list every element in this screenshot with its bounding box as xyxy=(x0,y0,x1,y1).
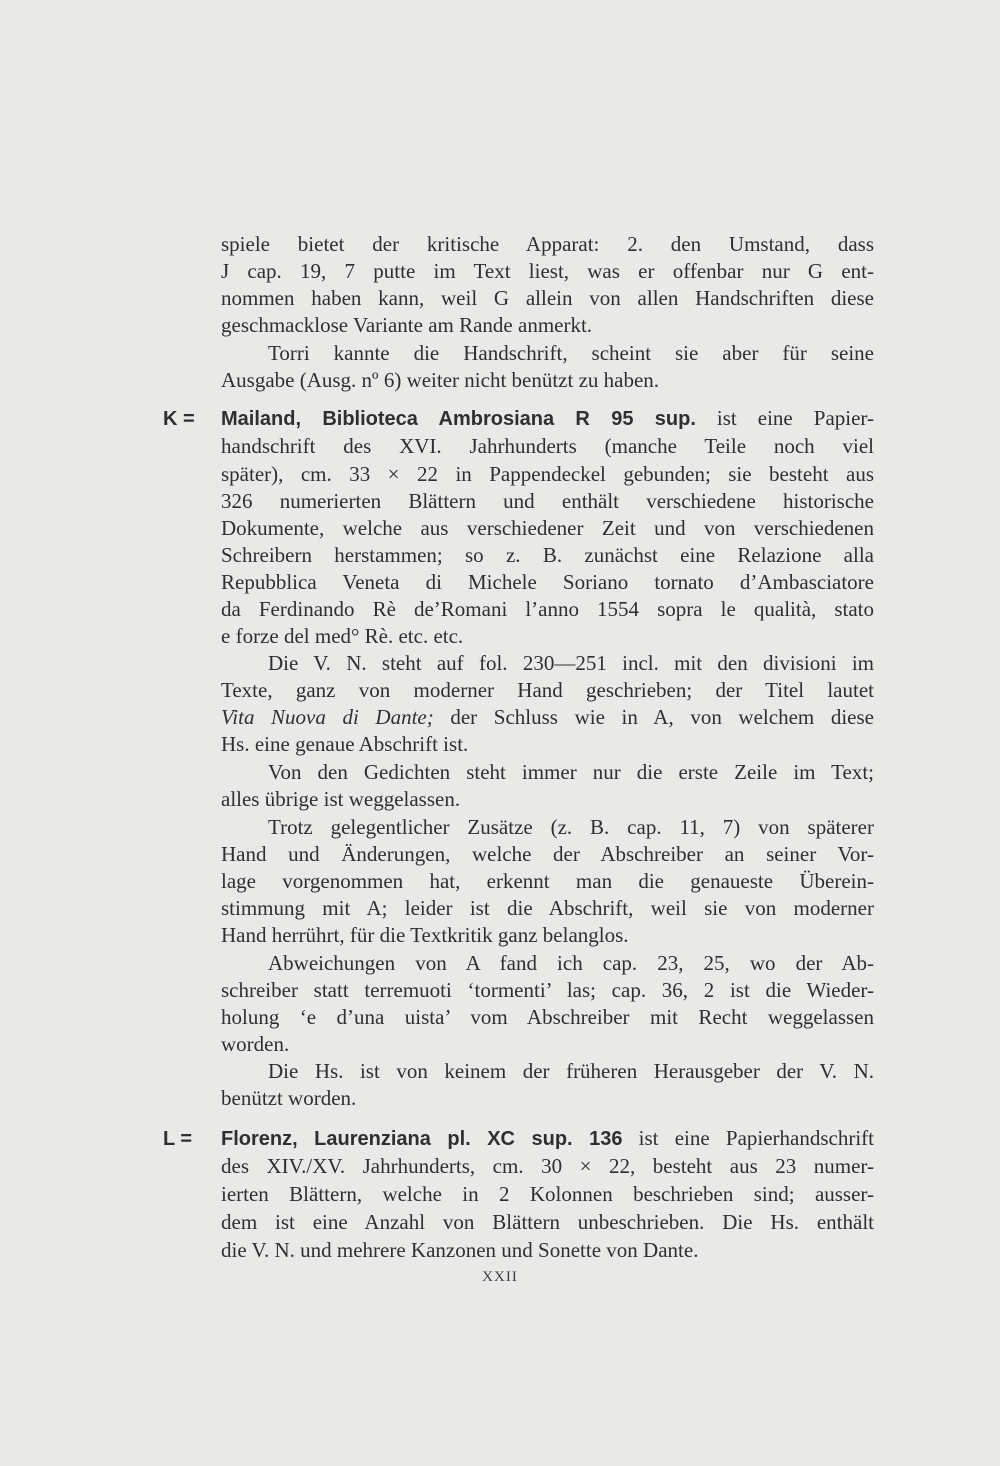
text-line: benützt worden. xyxy=(221,1086,357,1110)
text-line: dem ist eine Anzahl von Blättern unbeschrieben. Die Hs. enthält xyxy=(221,1210,874,1234)
text-line: Repubblica Veneta di Michele Soriano tornato d’Ambasciatore xyxy=(221,570,874,594)
text-line: alles übrige ist weggelassen. xyxy=(221,787,461,811)
text-line: Abweichungen von A fand ich cap. 23, 25, wo der Ab- xyxy=(268,951,874,975)
text-line: Die V. N. steht auf fol. 230—251 incl. mit den divisioni im xyxy=(268,651,874,675)
text-line: Ausgabe (Ausg. nº 6) weiter nicht benützt zu haben. xyxy=(221,368,660,392)
text-line: e forze del med° Rè. etc. etc. xyxy=(221,624,464,648)
text-span: ist eine Papier- xyxy=(695,406,874,430)
text-line: worden. xyxy=(221,1032,290,1056)
text-line: Von den Gedichten steht immer nur die erste Zeile im Text; xyxy=(268,760,874,784)
entry-l-title: Florenz, Laurenziana pl. XC sup. 136 xyxy=(221,1128,623,1150)
text-line: Texte, ganz von moderner Hand geschrieben; der Titel lautet xyxy=(221,678,874,702)
text-span: ist eine Papierhandschrift xyxy=(622,1126,875,1150)
entry-k-title: Mailand, Biblioteca Ambrosiana R 95 sup. xyxy=(221,408,696,430)
italic-title: Vita Nuova di Dante; xyxy=(221,705,434,729)
text-line: Schreibern herstammen; so z. B. zunächst eine Relazione alla xyxy=(221,543,874,567)
text-line: die V. N. und mehrere Kanzonen und Sonette von Dante. xyxy=(221,1238,699,1262)
text-line xyxy=(221,704,874,730)
entry-k-heading xyxy=(221,405,874,431)
text-line: Hs. eine genaue Abschrift ist. xyxy=(221,732,469,756)
page-number: XXII xyxy=(482,1269,518,1285)
text-line: nommen haben kann, weil G allein von allen Handschriften diese xyxy=(221,286,874,310)
text-line: 326 numerierten Blättern und enthält verschiedene historische xyxy=(221,489,874,513)
text-line: des XIV./XV. Jahrhunderts, cm. 30 × 22, besteht aus 23 numer- xyxy=(221,1154,874,1178)
text-line: ierten Blättern, welche in 2 Kolonnen beschrieben sind; ausser- xyxy=(221,1182,874,1206)
text-line: stimmung mit A; leider ist die Abschrift, weil sie von moderner xyxy=(221,896,874,920)
text-span: der Schluss wie in A, von welchem diese xyxy=(433,705,874,729)
text-line: Torri kannte die Handschrift, scheint sie aber für seine xyxy=(268,341,874,365)
text-line: J cap. 19, 7 putte im Text liest, was er offenbar nur G ent- xyxy=(221,259,874,283)
text-line: da Ferdinando Rè de’Romani l’anno 1554 sopra le qualità, stato xyxy=(221,597,874,621)
siglum-l: L = xyxy=(163,1128,193,1150)
text-line: Hand herrührt, für die Textkritik ganz belanglos. xyxy=(221,923,629,947)
text-line: Hand und Änderungen, welche der Abschreiber an seiner Vor- xyxy=(221,842,874,866)
text-line: handschrift des XVI. Jahrhunderts (manche Teile noch viel xyxy=(221,434,874,458)
text-line: schreiber statt terremuoti ‘tormenti’ las; cap. 36, 2 ist die Wieder- xyxy=(221,978,874,1002)
siglum-k: K = xyxy=(163,408,195,430)
entry-l-heading xyxy=(221,1125,874,1151)
text-line: Trotz gelegentlicher Zusätze (z. B. cap. 11, 7) von späterer xyxy=(268,815,874,839)
text-line: Dokumente, welche aus verschiedener Zeit und von verschiedenen xyxy=(221,516,874,540)
text-line: spiele bietet der kritische Apparat: 2. den Umstand, dass xyxy=(221,232,874,256)
text-line: holung ‘e d’una uista’ vom Abschreiber mit Recht weggelassen xyxy=(221,1005,874,1029)
text-line: Die Hs. ist von keinem der früheren Herausgeber der V. N. xyxy=(268,1059,874,1083)
text-line: geschmacklose Variante am Rande anmerkt. xyxy=(221,313,593,337)
text-line: lage vorgenommen hat, erkennt man die genaueste Überein- xyxy=(221,869,874,893)
text-line: später), cm. 33 × 22 in Pappendeckel gebunden; sie besteht aus xyxy=(221,462,874,486)
